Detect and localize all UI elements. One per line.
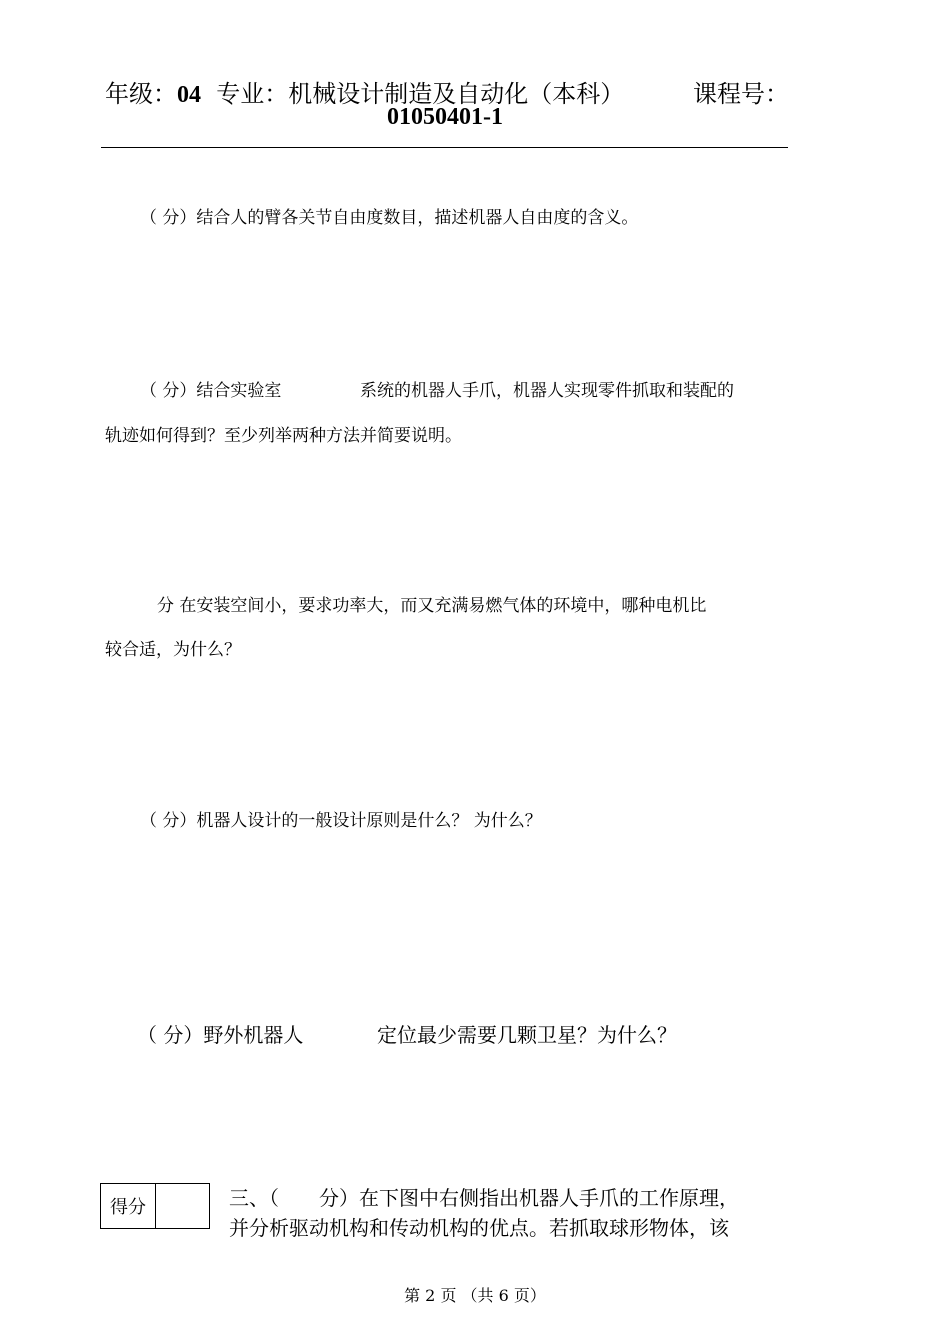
grade-value: 04 xyxy=(177,82,201,108)
course-label: 课程号： xyxy=(693,80,789,108)
header-divider xyxy=(101,147,788,148)
section-3-line1: 三、（ 分）在下图中右侧指出机器人手爪的工作原理， xyxy=(229,1186,739,1210)
section-3-line2: 并分析驱动机构和传动机构的优点。若抓取球形物体，该 xyxy=(229,1216,729,1240)
question-2-line1-part-a: （ 分）结合实验室 xyxy=(140,381,282,401)
question-2-line2: 轨迹如何得到？至少列举两种方法并简要说明。 xyxy=(105,426,462,446)
score-label: 得分 xyxy=(101,1184,156,1228)
page-footer: 第 2 页 （共 6 页） xyxy=(404,1286,546,1305)
major-text: 专业：机械设计制造及自动化（本科） xyxy=(216,80,625,108)
course-number: 01050401-1 xyxy=(387,104,503,130)
grade-label: 年级： xyxy=(105,80,177,108)
score-value-cell xyxy=(156,1184,209,1228)
score-box xyxy=(100,1183,210,1229)
question-3-line1: 分 在安装空间小，要求功率大，而又充满易燃气体的环境中，哪种电机比 xyxy=(157,596,707,616)
question-5-part-b: 定位最少需要几颗卫星？为什么？ xyxy=(377,1023,677,1047)
question-4: （ 分）机器人设计的一般设计原则是什么？ 为什么？ xyxy=(140,811,542,831)
question-2-line1-part-b: 系统的机器人手爪，机器人实现零件抓取和装配的 xyxy=(360,381,734,401)
question-1: （ 分）结合人的臂各关节自由度数目，描述机器人自由度的含义。 xyxy=(140,208,639,228)
question-3-line2: 较合适，为什么？ xyxy=(105,640,241,660)
question-5-part-a: （ 分）野外机器人 xyxy=(137,1023,304,1047)
